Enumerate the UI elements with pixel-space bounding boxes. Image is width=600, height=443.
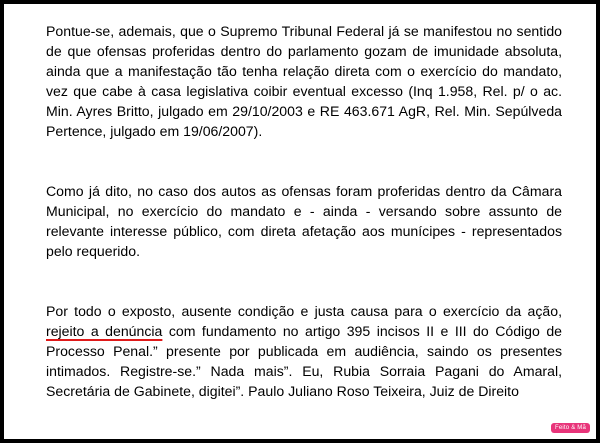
paragraph-decision (46, 301, 562, 401)
paragraph-stf-immunity: Pontue-se, ademais, que o Supremo Tribunal Federal já se manifestou no sentido de que ofensas proferidas dentro do parlamento gozam de imunidade absoluta, ainda que a manifestação tão tenha relação direta com o exercício do mandato, vez que cabe à casa legislativa coibir eventual excesso (Inq 1.958, Rel. p/ o ac. Min. Ayres Britto, julgado em 29/10/2003 e RE 463.671 AgR, Rel. Min. Sepúlveda Pertence, julgado em 19/06/2007). (46, 23, 562, 139)
document-body (46, 21, 562, 401)
decision-text-after: com fundamento no artigo 395 incisos II e III do Código de Processo Penal.” presente por publicada em audiência, saindo os presentes intimados. Registre-se.” Nada mais”. Eu, Rubia Sorraia Pagani do Amaral, Secretária de Gabinete, digitei”. Paulo Juliano Roso Teixeira, Juiz de Direito (46, 323, 563, 399)
highlighted-rejection: rejeito a denúncia (46, 323, 163, 339)
decision-text-before: Por todo o exposto, ausente condição e justa causa para o exercício da ação, (46, 303, 562, 319)
paragraph-case-facts: Como já dito, no caso dos autos as ofensas foram proferidas dentro da Câmara Municipal, no exercício do mandato e - ainda - versando sobre assunto de relevante interesse público, com direta afetação aos munícipes - representados pelo requerido. (46, 183, 562, 259)
watermark-badge: Feito & Mã (551, 423, 590, 433)
